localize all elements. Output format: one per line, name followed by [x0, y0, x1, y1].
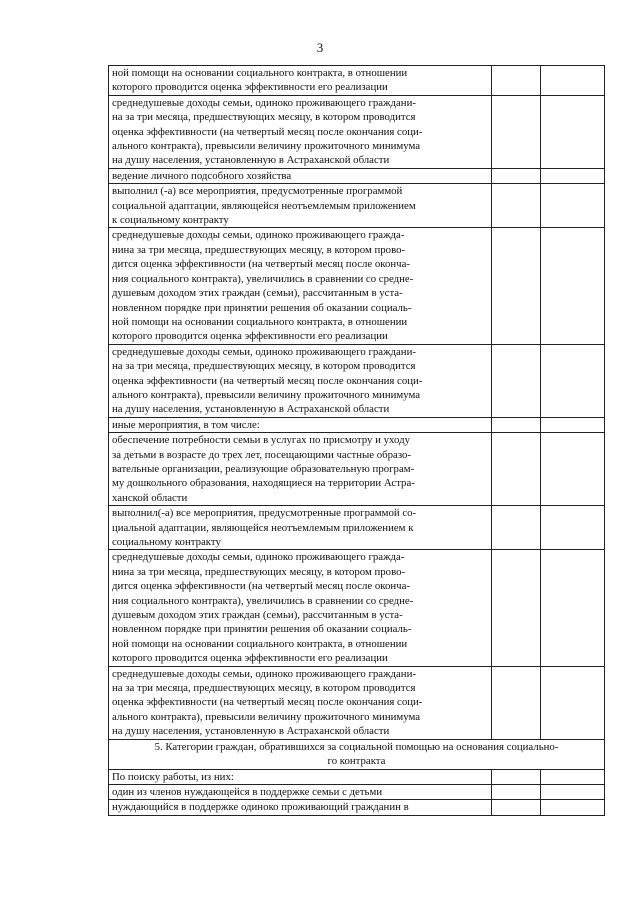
value-cell[interactable]: [541, 184, 605, 228]
value-cell[interactable]: [492, 95, 541, 168]
table-row: [109, 344, 605, 417]
value-cell[interactable]: [541, 550, 605, 666]
value-cell[interactable]: [541, 506, 605, 550]
row-label: ведение личного подсобного хозяйства: [109, 168, 492, 183]
row-label: выполнил (-а) все мероприятия, предусмотренные программой социальной адаптации, являющейся неотъемлемым приложением к социальному контракту: [109, 184, 492, 228]
table-row: [109, 66, 605, 96]
value-cell[interactable]: [541, 344, 605, 417]
table-row: [109, 800, 605, 815]
row-label: иные мероприятия, в том числе:: [109, 417, 492, 432]
row-label: среднедушевые доходы семьи, одиноко проживающего граждани- на за три месяца, предшествующих месяцу, в котором проводится оценка эффективности (на четвертый месяц после окончания соци- ального контракта), превысили величину прожиточного минимума на душу населения, установленную в Астраханской области: [109, 344, 492, 417]
table-row: [109, 228, 605, 344]
value-cell[interactable]: [492, 66, 541, 96]
table-row: [109, 784, 605, 799]
value-cell[interactable]: [541, 66, 605, 96]
section-heading: 5. Категории граждан, обратившихся за социальной помощью на основания социально- го контракта: [109, 739, 605, 769]
row-label: выполнил(-а) все мероприятия, предусмотренные программой со- циальной адаптации, являющейся неотъемлемым приложением к социальному контракту: [109, 506, 492, 550]
row-label: один из членов нуждающейся в поддержке семьи с детьми: [109, 784, 492, 799]
value-cell[interactable]: [492, 417, 541, 432]
section-row: [109, 739, 605, 769]
value-cell[interactable]: [541, 784, 605, 799]
value-cell[interactable]: [541, 228, 605, 344]
value-cell[interactable]: [541, 95, 605, 168]
value-cell[interactable]: [492, 550, 541, 666]
value-cell[interactable]: [541, 666, 605, 739]
table-row: [109, 95, 605, 168]
table-row: [109, 417, 605, 432]
table-row: [109, 769, 605, 784]
value-cell[interactable]: [492, 344, 541, 417]
page-number: 3: [316, 40, 324, 55]
row-label: среднедушевые доходы семьи, одиноко проживающего граждани- на за три месяца, предшествующих месяцу, в котором проводится оценка эффективности (на четвертый месяц после окончания соци- ального контракта), превысили величину прожиточного минимума на душу населения, установленную в Астраханской области: [109, 666, 492, 739]
table-row: [109, 550, 605, 666]
row-label: среднедушевые доходы семьи, одиноко проживающего гражда- нина за три месяца, предшествующих месяцу, в котором прово- дится оценка эффективности (на четвертый месяц после оконча- ния социального контракта), увеличились в сравнении со средне- душевым доходом этих граждан (семьи), рассчитанным в уста- новленном порядке при принятии решения об оказании социаль- ной помощи на основании социального контракта, в отношении которого проводится оценка эффективности его реализации: [109, 550, 492, 666]
row-label: ной помощи на основании социального контракта, в отношении которого проводится оценка эффективности его реализации: [109, 66, 492, 96]
row-label: среднедушевые доходы семьи, одиноко проживающего граждани- на за три месяца, предшествующих месяцу, в котором проводится оценка эффективности (на четвертый месяц после окончания соци- ального контракта), превысили величину прожиточного минимума на душу населения, установленную в Астраханской области: [109, 95, 492, 168]
value-cell[interactable]: [492, 184, 541, 228]
value-cell[interactable]: [492, 769, 541, 784]
value-cell[interactable]: [541, 800, 605, 815]
value-cell[interactable]: [492, 168, 541, 183]
value-cell[interactable]: [492, 228, 541, 344]
report-table: [108, 65, 605, 816]
row-label: обеспечение потребности семьи в услугах по присмотру и уходу за детьми в возрасте до трех лет, посещающими частные образо- вательные организации, реализующие образовательную програм- му дошкольного образования, находящиеся на территории Астра- ханской области: [109, 433, 492, 506]
value-cell[interactable]: [492, 666, 541, 739]
table-row: [109, 433, 605, 506]
row-label: По поиску работы, из них:: [109, 769, 492, 784]
value-cell[interactable]: [492, 433, 541, 506]
row-label: нуждающийся в поддержке одиноко проживающий гражданин в: [109, 800, 492, 815]
table-row: [109, 666, 605, 739]
table-row: [109, 506, 605, 550]
value-cell[interactable]: [541, 168, 605, 183]
table-row: [109, 184, 605, 228]
value-cell[interactable]: [492, 800, 541, 815]
value-cell[interactable]: [541, 433, 605, 506]
table-row: [109, 168, 605, 183]
value-cell[interactable]: [541, 417, 605, 432]
row-label: среднедушевые доходы семьи, одиноко проживающего гражда- нина за три месяца, предшествующих месяцу, в котором прово- дится оценка эффективности (на четвертый месяц после оконча- ния социального контракта), увеличились в сравнении со средне- душевым доходом этих граждан (семьи), рассчитанным в уста- новленном порядке при принятии решения об оказании социаль- ной помощи на основании социального контракта, в отношении которого проводится оценка эффективности его реализации: [109, 228, 492, 344]
value-cell[interactable]: [492, 784, 541, 799]
value-cell[interactable]: [492, 506, 541, 550]
value-cell[interactable]: [541, 769, 605, 784]
